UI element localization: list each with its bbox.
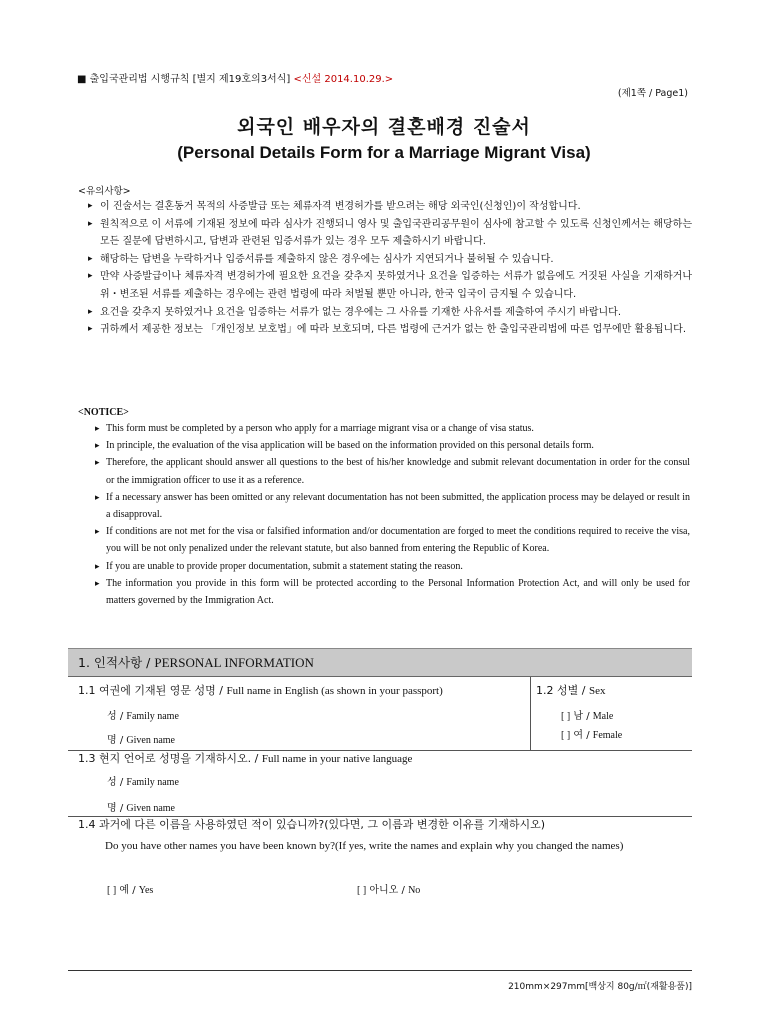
section-personal-information-header	[68, 648, 692, 677]
title-english: (Personal Details Form for a Marriage Migrant Visa)	[177, 143, 591, 162]
section-number: 1. 인적사항 /	[78, 655, 151, 670]
female-checkbox[interactable]: [ ]	[561, 730, 571, 741]
question-1-4-english: Do you have other names you have been known by?(If yes, write the names and explain why you changed the names)	[105, 840, 624, 852]
notice-en-item: ▸ If a necessary answer has been omitted or any relevant documentation has not been submitted, the application process may be delayed or result in a disapproval.	[95, 489, 690, 523]
notice-ko-item: ▸ 해당하는 답변을 누락하거나 입증서류를 제출하지 않은 경우에는 심사가 지연되거나 불허될 수 있습니다.	[88, 251, 692, 269]
yes-checkbox[interactable]: [ ]	[107, 885, 117, 896]
other-names-no-option[interactable]: [ ] 아니오 / No	[357, 885, 421, 896]
regulation-date: <신설 2014.10.29.>	[293, 74, 394, 85]
given-name-field[interactable]: 명 / Given name	[107, 735, 175, 746]
no-checkbox[interactable]: [ ]	[357, 885, 367, 896]
native-family-name-field[interactable]: 성 / Family name	[107, 777, 179, 788]
notice-ko-item: ▸ 이 진술서는 결혼동거 목적의 사증발급 또는 체류자격 변경허가를 받으려는 해당 외국인(신청인)이 작성합니다.	[88, 198, 692, 216]
regulation-prefix: ■ 출입국관리법 시행규칙 [별지 제19호의3서식]	[77, 74, 291, 85]
notice-ko-item: ▸ 원칙적으로 이 서류에 기재된 정보에 따라 심사가 진행되니 영사 및 출입국관리공무원이 심사에 참고할 수 있도록 신청인께서는 해당하는 모든 질문에 답변하시고, 답변과 관련된 입증서류가 있는 경우 모두 제출하시기 바랍니다.	[88, 216, 692, 251]
notice-ko-list	[88, 198, 692, 339]
column-divider	[530, 677, 531, 750]
title-korean: 외국인 배우자의 결혼배경 진술서	[237, 116, 531, 138]
notice-ko-item: ▸ 요건을 갖추지 못하였거나 요건을 입증하는 서류가 없는 경우에는 그 사유를 기재한 사유서를 제출하여 주시기 바랍니다.	[88, 304, 692, 322]
question-1-1-label: 1.1 여권에 기재된 영문 성명 / Full name in English (as shown in your passport)	[78, 684, 443, 697]
native-given-name-field[interactable]: 명 / Given name	[107, 803, 175, 814]
regulation-reference	[77, 70, 393, 85]
sex-male-option[interactable]: [ ] 남 / Male	[561, 711, 614, 722]
notice-en-item: ▸ If you are unable to provide proper documentation, submit a statement stating the reason.	[95, 558, 690, 575]
question-1-4-label: 1.4 과거에 다른 이름을 사용하였던 적이 있습니까?(있다면, 그 이름과 변경한 이유를 기재하시오)	[78, 818, 546, 831]
male-checkbox[interactable]: [ ]	[561, 711, 571, 722]
other-names-yes-option[interactable]: [ ] 예 / Yes	[107, 885, 154, 896]
notice-en-item: ▸ Therefore, the applicant should answer all questions to the best of his/her knowledge and submit relevant documentation in order for the consul or the immigration officer to use it as a reference.	[95, 454, 690, 488]
notice-ko-item: ▸ 귀하께서 제공한 정보는 「개인정보 보호법」에 따라 보호되며, 다른 법령에 근거가 없는 한 출입국관리법에 따른 업무에만 활용됩니다.	[88, 321, 692, 339]
notice-en-item: ▸ This form must be completed by a person who apply for a marriage migrant visa or a change of visa status.	[95, 420, 690, 437]
notice-en-item: ▸ The information you provide in this form will be protected according to the Personal Information Protection Act, and will only be used for matters governed by the Immigration Act.	[95, 575, 690, 609]
notice-en-item: ▸ In principle, the evaluation of the visa application will be based on the information provided on this personal details form.	[95, 437, 690, 454]
family-name-field[interactable]: 성 / Family name	[107, 711, 179, 722]
bottom-rule	[68, 970, 692, 971]
page-label: (제1쪽 / Page1)	[617, 88, 688, 99]
notice-en-item: ▸ If conditions are not met for the visa or falsified information and/or documentation are forged to meet the conditions required to receive the visa, you will be not only penalized under the relevant statute, but also banned from entering the Republic of Korea.	[95, 523, 690, 557]
question-1-3-label: 1.3 현지 언어로 성명을 기재하시오. / Full name in your native language	[78, 752, 413, 765]
notice-en-list	[95, 420, 690, 609]
sex-female-option[interactable]: [ ] 여 / Female	[561, 730, 623, 741]
paper-spec: 210mm×297mm[백상지 80g/㎡(재활용품)]	[508, 982, 692, 992]
notice-ko-item: ▸ 만약 사증발급이나 체류자격 변경허가에 필요한 요건을 갖추지 못하였거나 요건을 입증하는 서류가 없음에도 거짓된 사실을 기재하거나 위・변조된 서류를 제출하는 경우에는 관련 법령에 따라 처벌될 뿐만 아니라, 한국 입국이 금지될 수 있습니다.	[88, 268, 692, 303]
question-1-2-label: 1.2 성별 / Sex	[536, 684, 606, 697]
notice-ko-heading: <유의사항>	[78, 186, 131, 197]
section-title: PERSONAL INFORMATION	[154, 655, 314, 670]
notice-en-heading: <NOTICE>	[78, 407, 129, 418]
